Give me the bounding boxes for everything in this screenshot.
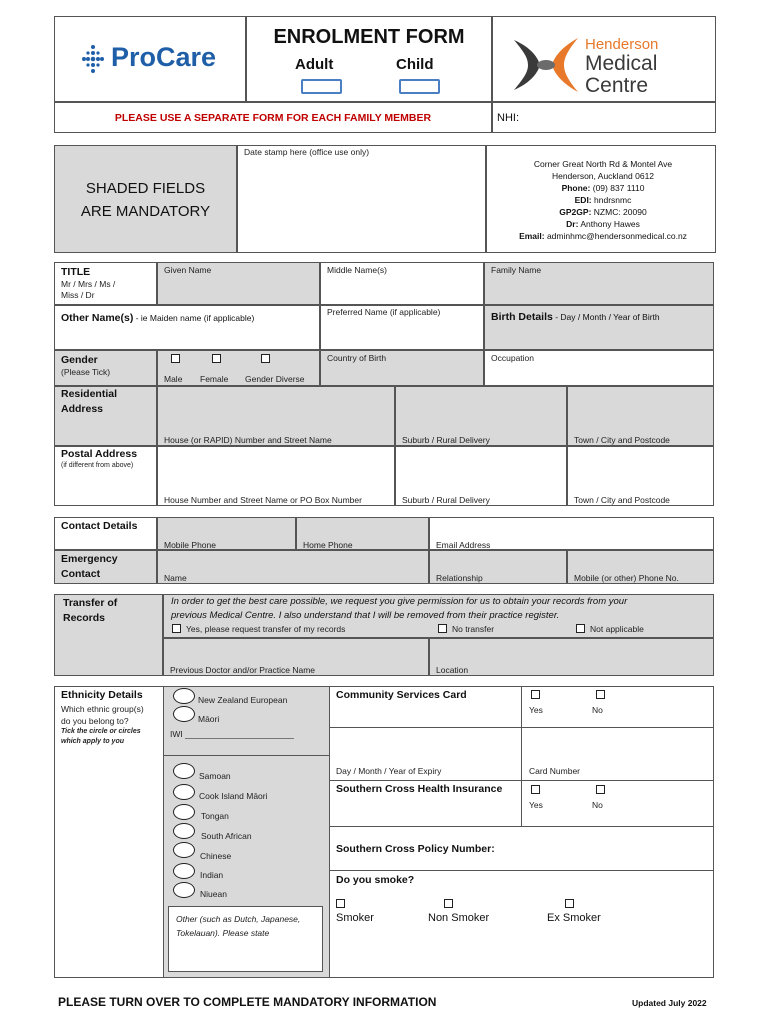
cook-island-circle[interactable] [173, 784, 195, 800]
phone-label: Phone: [561, 183, 591, 193]
child-checkbox[interactable] [399, 79, 440, 94]
other-names-title: Other Name(s) [61, 312, 134, 324]
transfer-no-checkbox[interactable] [438, 624, 447, 633]
non-smoker-checkbox[interactable] [444, 899, 453, 908]
location-field[interactable] [429, 638, 714, 676]
hmc-logo-icon [510, 34, 582, 96]
transfer-text-1: In order to get the best care possible, we request you give permission for us to obtain your records from your [171, 596, 628, 607]
gender-diverse-label: Gender Diverse [245, 374, 305, 384]
iwi-label: IWI _______________________ [170, 729, 294, 739]
address-line-2: Henderson, Auckland 0612 [551, 171, 655, 181]
gender-female-checkbox[interactable] [212, 354, 221, 363]
iwi-divider [164, 755, 329, 756]
title-options-2: Miss / Dr [61, 290, 95, 300]
transfer-text-2: previous Medical Centre. I also understand that I will be removed from their practice register. [171, 610, 560, 621]
procare-logo-icon [80, 44, 106, 74]
procare-logo-text: ProCare [111, 42, 217, 72]
cook-island-label: Cook Island Māori [199, 791, 268, 801]
email-value: adminhmc@hendersonmedical.co.nz [546, 231, 687, 241]
residential-label-2: Address [61, 403, 104, 415]
residential-suburb-label: Suburb / Rural Delivery [402, 435, 490, 445]
sch-policy-label: Southern Cross Policy Number: [336, 843, 495, 855]
hmc-logo [510, 34, 700, 96]
sch-no-checkbox[interactable] [596, 785, 605, 794]
date-stamp-label: Date stamp here (office use only) [244, 147, 370, 157]
residential-town-label: Town / City and Postcode [574, 435, 670, 445]
preferred-name-label: Preferred Name (if applicable) [327, 307, 441, 317]
relationship-label: Relationship [436, 573, 483, 583]
transfer-label-2: Records [63, 612, 106, 624]
transfer-na-label: Not applicable [590, 624, 644, 634]
samoan-circle[interactable] [173, 763, 195, 779]
middle-names-label: Middle Name(s) [327, 265, 387, 275]
title-label: TITLE [61, 266, 91, 278]
postal-label: Postal Address [61, 448, 138, 460]
ethnicity-question-1: Which ethnic group(s) [61, 704, 144, 714]
shaded-fields-note-2: ARE MANDATORY [80, 203, 211, 220]
email-label: Email: [519, 231, 545, 241]
csc-yes-label: Yes [529, 705, 543, 715]
chinese-circle[interactable] [173, 842, 195, 858]
postal-suburb-label: Suburb / Rural Delivery [402, 495, 490, 505]
sch-policy-field[interactable] [522, 827, 714, 870]
edi-value: hndrsnmc [594, 195, 632, 205]
child-label: Child [396, 56, 434, 73]
shaded-fields-note-1: SHADED FIELDS [85, 180, 206, 197]
ethnicity-instruction-1: Tick the circle or circles [61, 728, 141, 735]
ethnicity-question-2: do you belong to? [61, 716, 129, 726]
niuean-circle[interactable] [173, 882, 195, 898]
tongan-label: Tongan [201, 811, 229, 821]
hmc-logo-text-1: Henderson [585, 36, 659, 53]
updated-date: Updated July 2022 [632, 998, 707, 1008]
smoke-label: Do you smoke? [336, 874, 415, 886]
csc-expiry-label: Day / Month / Year of Expiry [336, 766, 442, 776]
family-name-label: Family Name [491, 265, 542, 275]
smoker-label: Smoker [336, 912, 374, 924]
home-phone-label: Home Phone [303, 540, 353, 550]
other-names-label [61, 308, 254, 326]
indian-label: Indian [200, 870, 224, 880]
address-line-1: Corner Great North Rd & Montel Ave [533, 159, 673, 169]
chinese-label: Chinese [200, 851, 232, 861]
turn-over-notice: PLEASE TURN OVER TO COMPLETE MANDATORY INFORMATION [58, 995, 437, 1009]
previous-doctor-label: Previous Doctor and/or Practice Name [170, 665, 316, 675]
postal-town-label: Town / City and Postcode [574, 495, 670, 505]
residential-house-label: House (or RAPID) Number and Street Name [164, 435, 332, 445]
tongan-circle[interactable] [173, 804, 195, 820]
hmc-logo-text-3: Centre [585, 74, 649, 97]
phone-value: (09) 837 1110 [592, 183, 645, 193]
given-name-label: Given Name [164, 265, 212, 275]
other-ethnicity-label-1: Other (such as Dutch, Japanese, [176, 914, 301, 924]
gender-hint: (Please Tick) [61, 367, 111, 377]
transfer-label-1: Transfer of [63, 597, 118, 609]
other-names-hint: - ie Maiden name (if applicable) [133, 313, 255, 323]
transfer-na-checkbox[interactable] [576, 624, 585, 633]
gender-female-label: Female [200, 374, 229, 384]
csc-yes-checkbox[interactable] [531, 690, 540, 699]
location-label: Location [436, 665, 469, 675]
dr-label: Dr: [566, 219, 579, 229]
samoan-label: Samoan [199, 771, 231, 781]
south-african-label: South African [201, 831, 252, 841]
ethnicity-instruction-2: which apply to you [61, 738, 125, 745]
postal-house-label: House Number and Street Name or PO Box Number [164, 495, 362, 505]
niuean-label: Niuean [200, 889, 227, 899]
emergency-label-2: Contact [61, 568, 101, 580]
mobile-phone-label: Mobile Phone [164, 540, 216, 550]
csc-no-checkbox[interactable] [596, 690, 605, 699]
email-label: Email Address [436, 540, 491, 550]
south-african-circle[interactable] [173, 823, 195, 839]
emergency-name-label: Name [164, 573, 187, 583]
birth-details-title: Birth Details [491, 311, 553, 323]
sch-yes-checkbox[interactable] [531, 785, 540, 794]
non-smoker-label: Non Smoker [428, 912, 490, 924]
ethnicity-label: Ethnicity Details [61, 689, 143, 701]
nhi-cell[interactable] [492, 102, 716, 133]
ex-smoker-label: Ex Smoker [547, 912, 601, 924]
csc-number-label: Card Number [529, 766, 581, 776]
occupation-label: Occupation [491, 353, 534, 363]
form-title: ENROLMENT FORM [273, 26, 465, 48]
maori-circle[interactable] [173, 706, 195, 722]
nz-european-label: New Zealand European [198, 695, 288, 705]
residential-label-1: Residential [61, 388, 118, 400]
hmc-logo-text-2: Medical [585, 52, 658, 75]
nz-european-circle[interactable] [173, 688, 195, 704]
title-options-1: Mr / Mrs / Ms / [61, 279, 116, 289]
emergency-label-1: Emergency [61, 553, 118, 565]
birth-details-hint: - Day / Month / Year of Birth [552, 312, 660, 322]
smoke-row-divider [329, 870, 714, 871]
birth-details-label [491, 307, 660, 325]
adult-label: Adult [295, 56, 334, 73]
edi-label: EDI: [574, 195, 592, 205]
date-stamp-cell [237, 145, 486, 253]
sch-no-label: No [592, 800, 603, 810]
smoker-checkbox[interactable] [336, 899, 345, 908]
other-ethnicity-label-2: Tokelauan). Please state [176, 928, 270, 938]
contact-details-label: Contact Details [61, 520, 138, 532]
emergency-name-field[interactable] [157, 550, 429, 584]
gender-male-checkbox[interactable] [171, 354, 180, 363]
indian-circle[interactable] [173, 863, 195, 879]
mandatory-note-cell [54, 145, 237, 253]
gender-diverse-checkbox[interactable] [261, 354, 270, 363]
csc-no-label: No [592, 705, 603, 715]
practice-info [486, 158, 720, 242]
gp2gp-label: GP2GP: [559, 207, 592, 217]
gp2gp-value: NZMC: 20090 [593, 207, 647, 217]
nhi-label: NHI: [497, 112, 519, 124]
ex-smoker-checkbox[interactable] [565, 899, 574, 908]
separate-form-notice: PLEASE USE A SEPARATE FORM FOR EACH FAMILY MEMBER [114, 112, 432, 124]
postal-hint: (if different from above) [61, 462, 134, 469]
sch-row-divider [329, 780, 714, 781]
transfer-yes-checkbox[interactable] [172, 624, 181, 633]
adult-checkbox[interactable] [301, 79, 342, 94]
sch-label: Southern Cross Health Insurance [336, 783, 503, 795]
transfer-yes-label: Yes, please request transfer of my records [186, 624, 346, 634]
transfer-no-label: No transfer [452, 624, 495, 634]
procare-logo [80, 42, 230, 76]
sch-yes-label: Yes [529, 800, 543, 810]
gender-male-label: Male [164, 374, 183, 384]
emergency-phone-label: Mobile (or other) Phone No. [574, 573, 679, 583]
gender-label: Gender [61, 354, 98, 366]
country-of-birth-label: Country of Birth [327, 353, 387, 363]
dr-value: Anthony Hawes [580, 219, 640, 229]
maori-label: Māori [198, 714, 220, 724]
csc-label: Community Services Card [336, 689, 467, 701]
